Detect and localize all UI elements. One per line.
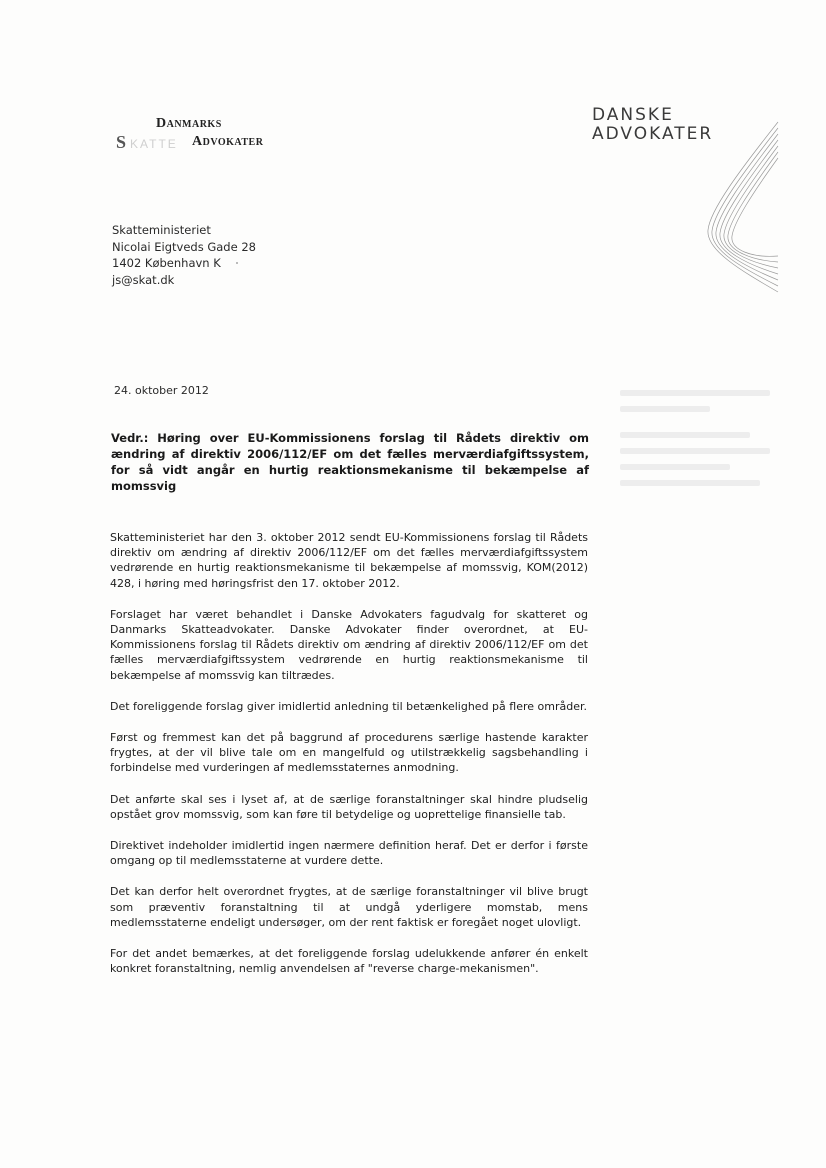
faint-margin-text — [620, 390, 780, 496]
letterhead-line-1: Danmarks — [156, 116, 222, 131]
letterhead-faint-text: KATTE — [130, 137, 178, 151]
paragraph-6: Direktivet indeholder imidlertid ingen nærmere definition heraf. Det er derfor i første omgang op til medlemsstaterne at vurdere dette. — [110, 839, 588, 868]
paragraph-3: Det foreliggende forslag giver imidlertid anledning til betænkelighed på flere områder. — [110, 699, 587, 713]
logo-line-1: DANSKE — [592, 105, 674, 125]
letterhead-line-2: Advokater — [192, 134, 264, 149]
paragraph-8: For det andet bemærkes, at det foreliggende forslag udelukkende anfører én enkelt konkret foranstaltning, nemlig anvendelsen af "reverse charge-mekanismen". — [110, 947, 588, 976]
logo-swoosh-icon — [700, 120, 780, 300]
danmarks-skatteadvokater-letterhead — [112, 116, 332, 156]
paragraph-4: Først og fremmest kan det på baggrund af procedurens særlige hastende karakter frygtes, at der vil blive tale om en mangelfuld og utilstrækkelig sagsbehandling i forbindelse med vurderingen af medlemsstaternes anmodning. — [110, 731, 588, 775]
subject-heading: Vedr.: Høring over EU-Kommissionens forslag til Rådets direktiv om ændring af direktiv 2006/112/EF om det fælles merværdiafgiftssystem, for så vidt angår en hurtig reaktionsmekanisme til bekæmpelse af momssvig — [111, 431, 589, 493]
paragraph-7: Det kan derfor helt overordnet frygtes, at de særlige foranstaltninger vil blive brugt som præventiv foranstaltning til at undgå yderligere momstab, mens medlemsstaterne endeligt undersøger, om der rent faktisk er foregået noget ulovligt. — [110, 885, 588, 929]
recipient-email: js@skat.dk — [112, 272, 175, 287]
paragraph-5: Det anførte skal ses i lyset af, at de særlige foranstaltninger skal hindre pludselig opstået grov momssvig, som kan føre til betydelige og uoprettelige finansielle tab. — [110, 792, 588, 821]
scan-speck — [236, 262, 238, 264]
paragraph-2: Forslaget har været behandlet i Danske Advokaters fagudvalg for skatteret og Danmarks Skatteadvokater. Danske Advokater finder overordnet, at EU-Kommissionens forslag til Rådets direktiv om ændring af direktiv 2006/112/EF om det fælles merværdiafgiftssystem vedrørende en hurtig reaktionsmekanisme til bekæmpelse af momssvig kan tiltrædes. — [110, 607, 588, 682]
letter-body — [110, 530, 588, 992]
recipient-name: Skatteministeriet — [112, 223, 211, 237]
letterhead-mark: S — [116, 132, 127, 152]
paragraph-1: Skatteministeriet har den 3. oktober 2012 sendt EU-Kommissionens forslag til Rådets direktiv om ændring af direktiv 2006/112/EF om det fælles merværdiafgiftssystem vedrørende en hurtig reaktionsmekanisme til bekæmpelse af momssvig, KOM(2012) 428, i høring med høringsfrist den 17. oktober 2012. — [110, 531, 588, 590]
logo-line-2: ADVOKATER — [592, 124, 714, 144]
recipient-city: 1402 København K — [112, 256, 221, 270]
letter-date: 24. oktober 2012 — [114, 384, 209, 397]
recipient-address — [112, 222, 256, 288]
recipient-street: Nicolai Eigtveds Gade 28 — [112, 239, 256, 254]
